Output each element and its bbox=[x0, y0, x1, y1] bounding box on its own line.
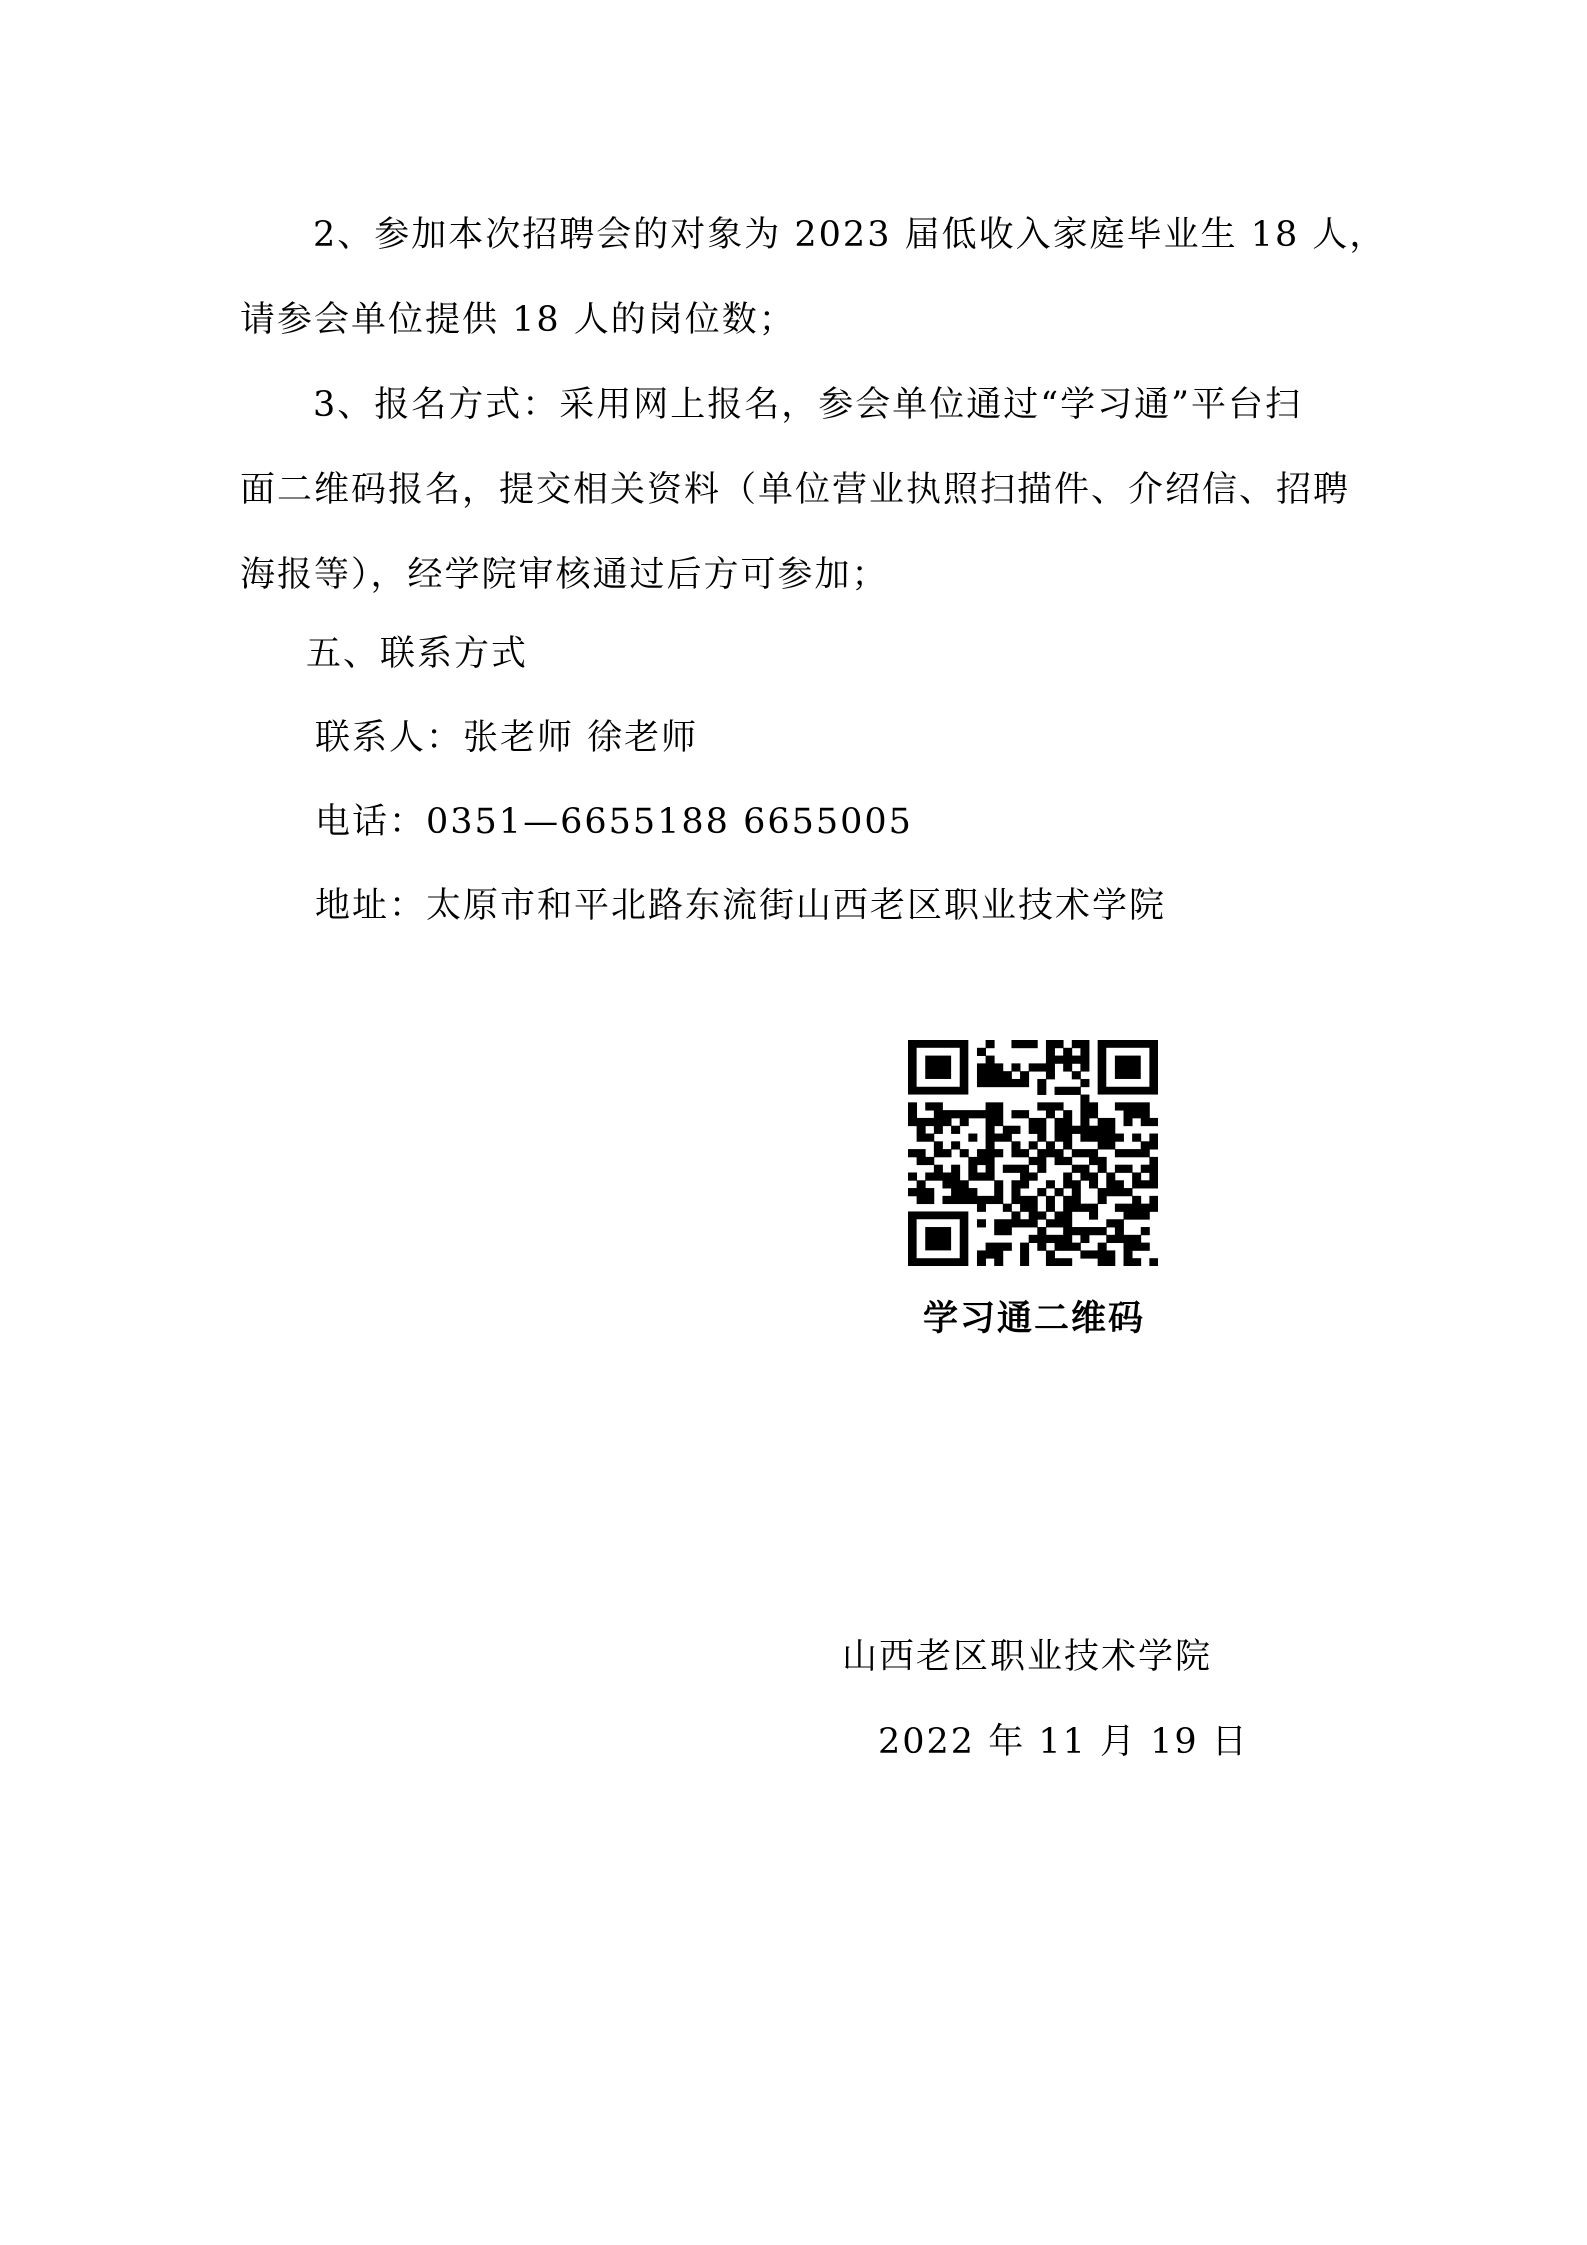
item2-line1: 2、参加本次招聘会的对象为 2023 届低收入家庭毕业生 18 人， bbox=[313, 215, 1387, 255]
qr-finder-top-right bbox=[1098, 1040, 1158, 1095]
signature-org: 山西老区职业技术学院 bbox=[842, 1637, 1213, 1677]
item3-line1: 3、报名方式：采用网上报名，参会单位通过“学习通”平台扫 bbox=[313, 385, 1303, 425]
contact-person: 联系人：张老师 徐老师 bbox=[315, 718, 699, 758]
qr-caption: 学习通二维码 bbox=[922, 1299, 1145, 1339]
signature-date: 2022 年 11 月 19 日 bbox=[878, 1722, 1249, 1762]
qr-finder-bottom-left bbox=[908, 1211, 968, 1266]
item2-line2: 请参会单位提供 18 人的岗位数； bbox=[240, 300, 796, 340]
item3-line3: 海报等），经学院审核通过后方可参加； bbox=[240, 555, 889, 595]
qr-finder-top-left bbox=[908, 1040, 968, 1095]
contact-address: 地址：太原市和平北路东流街山西老区职业技术学院 bbox=[315, 886, 1167, 926]
qr-code-image bbox=[908, 1040, 1158, 1266]
item3-line2: 面二维码报名，提交相关资料（单位营业执照扫描件、介绍信、招聘 bbox=[240, 470, 1351, 510]
section5-heading: 五、联系方式 bbox=[306, 634, 529, 674]
contact-phone: 电话：0351—6655188 6655005 bbox=[315, 802, 913, 842]
